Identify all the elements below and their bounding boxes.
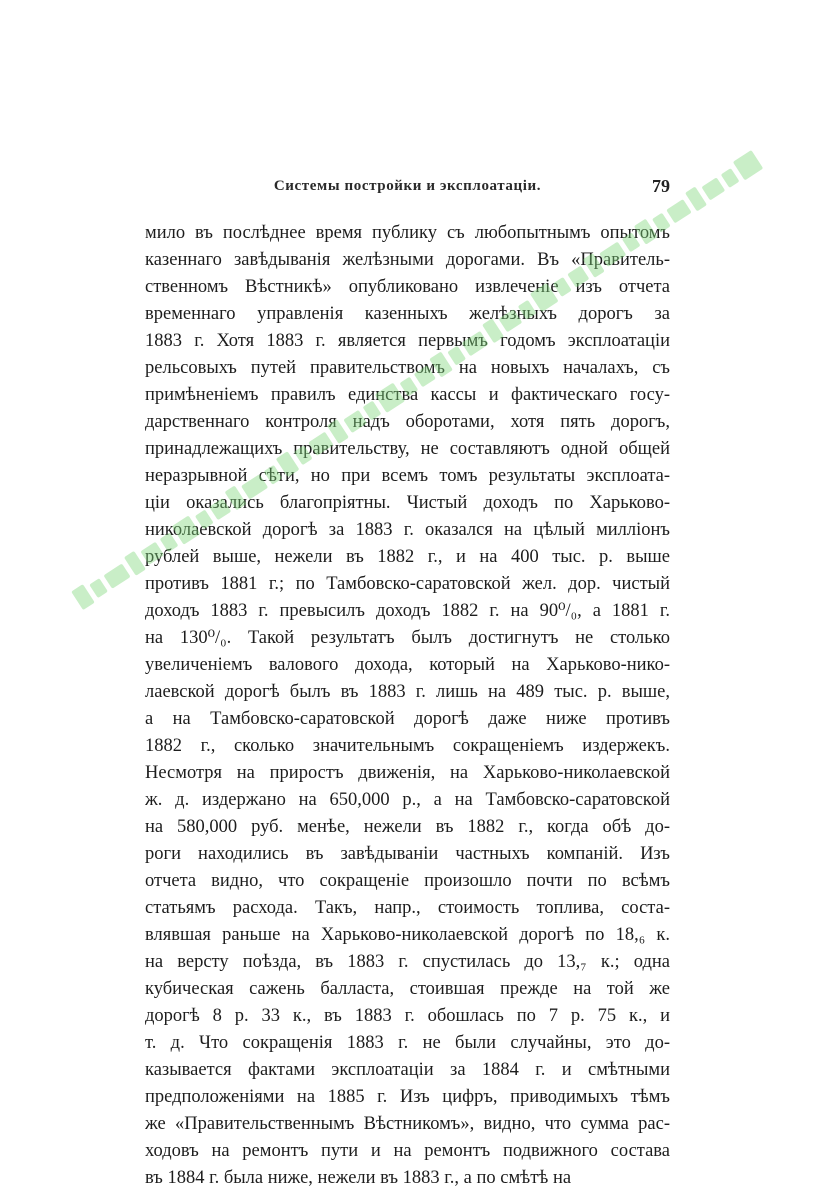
text-line: на 130⁰/₀. Такой результатъ былъ достигнутъ не столько bbox=[145, 628, 670, 648]
text-line: временнаго управленія казенныхъ желѣзныхъ дорогъ за bbox=[145, 304, 670, 324]
watermark-glyph bbox=[733, 150, 763, 180]
text-line: рублей выше, нежели въ 1882 г., и на 400 тыс. р. выше bbox=[145, 547, 670, 567]
text-line: примѣненіемъ правилъ единства кассы и фактическаго госу- bbox=[145, 385, 670, 405]
watermark-glyph bbox=[363, 401, 382, 421]
text-line: отчета видно, что сокращеніе произошло почти по всѣмъ bbox=[145, 871, 670, 891]
watermark-glyph bbox=[447, 346, 466, 366]
watermark-glyph bbox=[195, 510, 214, 530]
text-line: мило въ послѣднее время публику съ любопытнымъ опытомъ bbox=[145, 223, 670, 243]
watermark-glyph bbox=[498, 309, 522, 332]
page-number: 79 bbox=[652, 176, 670, 196]
text-line: роги находились въ завѣдываніи частныхъ компаній. Изъ bbox=[145, 844, 670, 864]
watermark-glyph bbox=[622, 232, 641, 252]
text-line: Несмотря на приростъ движенія, на Харьково-николаевской bbox=[145, 763, 670, 783]
text-line: 1883 г. Хотя 1883 г. является первымъ годомъ эксплоатаціи bbox=[145, 331, 670, 351]
text-line: 1882 г., сколько значительнымъ сокращеніемъ издержекъ. bbox=[145, 736, 670, 756]
text-line: неразрывной сѣти, но при всемъ томъ результаты эксплоата- bbox=[145, 466, 670, 486]
body-text bbox=[145, 220, 670, 1192]
text-line: ственномъ Вѣстникѣ» опубликовано извлеченіе изъ отчета bbox=[145, 277, 670, 297]
watermark-glyph bbox=[652, 213, 671, 233]
text-line: дарственнаго контроля надъ оборотами, хотя пять дорогъ, bbox=[145, 412, 670, 432]
watermark-glyph bbox=[721, 168, 740, 188]
text-line: статьямъ расхода. Такъ, напр., стоимость топлива, соста- bbox=[145, 898, 670, 918]
text-line: доходъ 1883 г. превысилъ доходъ 1882 г. на 90⁰/₀, а 1881 г. bbox=[145, 601, 670, 621]
watermark-glyph bbox=[567, 266, 589, 288]
text-line: влявшая раньше на Харьково-николаевской дорогѣ по 18,₆ к. bbox=[145, 925, 670, 945]
watermark-glyph bbox=[71, 584, 95, 610]
watermark-glyph bbox=[160, 532, 179, 552]
text-line: увеличеніемъ валового дохода, который на Харьково-нико- bbox=[145, 655, 670, 675]
text-line: же «Правительственнымъ Вѣстникомъ», видно, что сумма рас- bbox=[145, 1114, 670, 1134]
watermark-glyph bbox=[103, 563, 130, 588]
text-line: лаевской дорогѣ былъ въ 1883 г. лишь на 489 тыс. р. выше, bbox=[145, 682, 670, 702]
watermark-glyph bbox=[140, 542, 164, 565]
text-line: на версту поѣзда, въ 1883 г. спустилась до 13,₇ к.; одна bbox=[145, 952, 670, 972]
text-line: ціи оказались благопріятны. Чистый доходъ по Харьково- bbox=[145, 493, 670, 513]
watermark-glyph bbox=[599, 242, 626, 267]
watermark-glyph bbox=[634, 219, 658, 245]
watermark-glyph bbox=[553, 277, 572, 297]
text-line: казеннаго завѣдыванія желѣзными дорогами. Въ «Правитель- bbox=[145, 250, 670, 270]
watermark-glyph bbox=[264, 465, 283, 485]
watermark-glyph bbox=[666, 199, 691, 223]
watermark-glyph bbox=[414, 365, 436, 387]
text-line: принадлежащихъ правительству, не составляютъ одной общей bbox=[145, 439, 670, 459]
watermark-glyph bbox=[209, 498, 231, 520]
text-line: ж. д. издержано на 650,000 р., а на Тамбовско-саратовской bbox=[145, 790, 670, 810]
text-line: рельсовыхъ путей правительствомъ на новыхъ началахъ, съ bbox=[145, 358, 670, 378]
running-title: Системы постройки и эксплоатаціи. bbox=[273, 178, 542, 194]
text-line: николаевской дорогѣ за 1883 г. оказался на цѣлый милліонъ bbox=[145, 520, 670, 540]
watermark-glyph bbox=[308, 432, 333, 456]
watermark-glyph bbox=[530, 283, 559, 312]
watermark-glyph bbox=[343, 410, 367, 433]
text-line: ходовъ на ремонтъ пути и на ремонтъ подвижного состава bbox=[145, 1141, 670, 1161]
text-line: кубическая сажень балласта, стоившая прежде на той же bbox=[145, 979, 670, 999]
watermark-glyph bbox=[172, 515, 201, 544]
text-line: а на Тамбовско-саратовской дорогѣ даже ниже противъ bbox=[145, 709, 670, 729]
watermark-glyph bbox=[400, 377, 419, 397]
page-header bbox=[145, 178, 670, 200]
watermark-glyph bbox=[518, 300, 537, 320]
text-line: казывается фактами эксплоатаціи за 1884 г. и смѣтными bbox=[145, 1060, 670, 1080]
text-line: т. д. Что сокращенія 1883 г. не были случайны, это до- bbox=[145, 1033, 670, 1053]
watermark-glyph bbox=[429, 351, 453, 377]
text-line: на 580,000 руб. менѣе, нежели въ 1882 г., когда обѣ до- bbox=[145, 817, 670, 837]
watermark-glyph bbox=[241, 474, 268, 499]
text-line: въ 1884 г. была ниже, нежели въ 1883 г., а по смѣтѣ на bbox=[145, 1168, 572, 1188]
text-line: предположеніями на 1885 г. Изъ цифръ, приводимыхъ тѣмъ bbox=[145, 1087, 670, 1107]
watermark-glyph bbox=[276, 451, 300, 477]
watermark-glyph bbox=[294, 445, 313, 465]
watermark-glyph bbox=[89, 578, 108, 598]
watermark-glyph bbox=[701, 177, 725, 200]
watermark-glyph bbox=[462, 331, 489, 356]
text-line: противъ 1881 г.; по Тамбовско-саратовской жел. дор. чистый bbox=[145, 574, 670, 594]
text-line: дорогѣ 8 р. 33 к., въ 1883 г. обошлась по 7 р. 75 к., и bbox=[145, 1006, 670, 1026]
